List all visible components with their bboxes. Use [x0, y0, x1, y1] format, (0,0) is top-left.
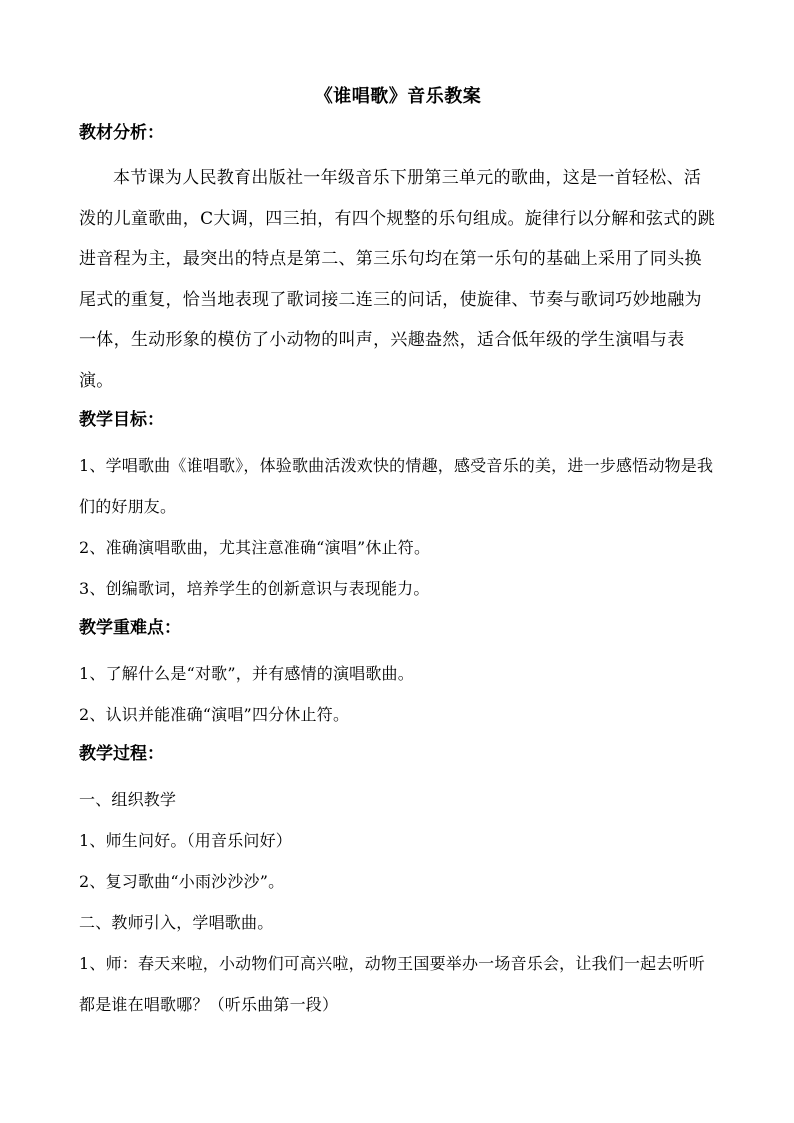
- document-title: 《谁唱歌》音乐教案: [314, 86, 482, 107]
- goal-item: 3、创编歌词，培养学生的创新意识与表现能力。: [79, 579, 430, 598]
- process-item: 二、教师引入，学唱歌曲。: [79, 913, 274, 932]
- key-point-item: 2、认识并能准确“演唱”四分休止符。: [79, 705, 350, 724]
- process-item: 1、师：春天来啦，小动物们可高兴啦，动物王国要举办一场音乐会，让我们一起去听听都是谁在唱歌哪？（听乐曲第一段）: [79, 954, 705, 1014]
- section-heading-analysis: 教材分析：: [79, 123, 164, 143]
- section-heading-process: 教学过程：: [79, 744, 164, 764]
- goal-item: 2、准确演唱歌曲，尤其注意准确“演唱”休止符。: [79, 538, 431, 557]
- goal-item: 1、学唱歌曲《谁唱歌》，体验歌曲活泼欢快的情趣，感受音乐的美，进一步感悟动物是我们的好朋友。: [79, 456, 714, 516]
- key-point-item: 1、了解什么是“对歌”，并有感情的演唱歌曲。: [79, 664, 414, 683]
- process-item: 1、师生问好。（用音乐问好）: [79, 831, 292, 850]
- process-item: 一、组织教学: [79, 790, 177, 809]
- process-item: 2、复习歌曲“小雨沙沙沙”。: [79, 872, 285, 891]
- section-heading-key-points: 教学重难点：: [79, 618, 181, 638]
- document-page: [79, 84, 717, 1025]
- section-heading-goals: 教学目标：: [79, 410, 164, 430]
- analysis-paragraph: 本节课为人民教育出版社一年级音乐下册第三单元的歌曲，这是一首轻松、活泼的儿童歌曲，C大调，四三拍，有四个规整的乐句组成。旋律行以分解和弦式的跳进音程为主，最突出的特点是第二、第三乐句均在第一乐句的基础上采用了同头换尾式的重复，恰当地表现了歌词接二连三的问话，使旋律、节奏与歌词巧妙地融为一体，生动形象的模仿了小动物的叫声，兴趣盎然，适合低年级的学生演唱与表演。: [79, 168, 716, 391]
